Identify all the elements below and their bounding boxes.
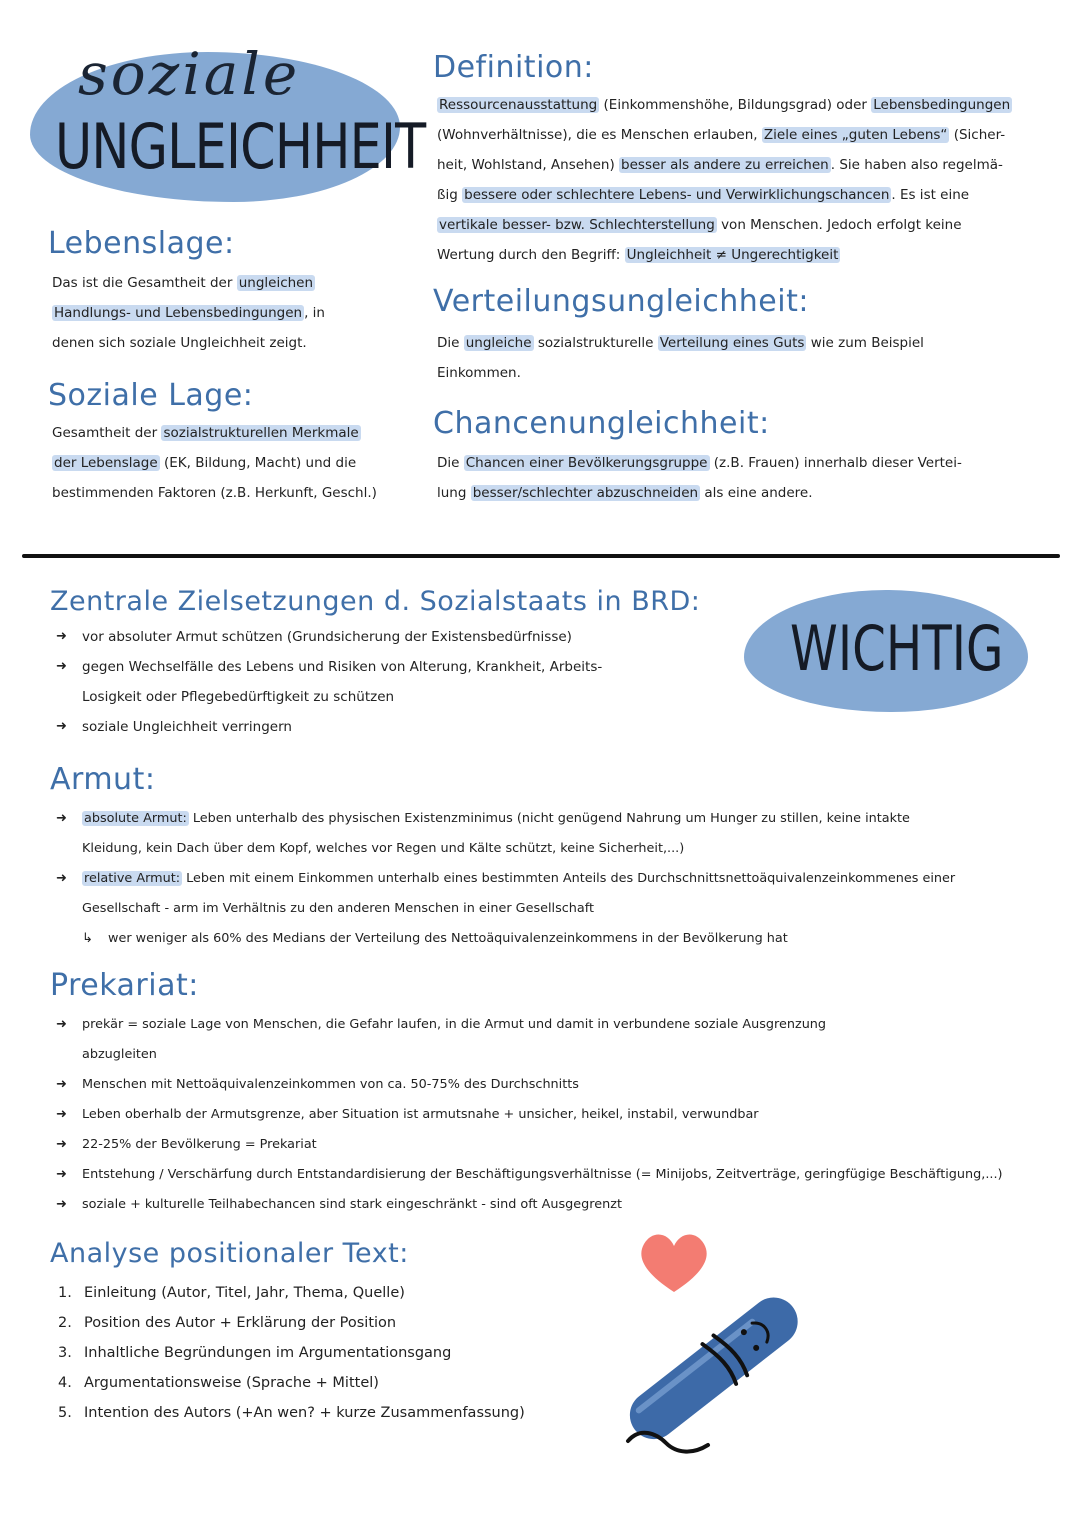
text-segment: Losigkeit oder Pflegebedürftigkeit zu schützen xyxy=(82,689,395,705)
text-line xyxy=(437,448,1067,478)
text-line xyxy=(437,328,1067,358)
text-segment: von Menschen. Jedoch erfolgt keine xyxy=(716,217,962,233)
text-line xyxy=(52,448,422,478)
text-segment: als eine andere. xyxy=(700,485,813,501)
list-item-text xyxy=(82,1070,579,1100)
highlighted-text: besser als andere zu erreichen xyxy=(621,157,829,173)
pen-doodle-icon xyxy=(600,1285,820,1485)
armut-list xyxy=(56,804,1066,954)
item-text: Intention des Autors (+An wen? + kurze Zusammenfassung) xyxy=(84,1405,525,1421)
arrow-icon: ➜ xyxy=(56,1167,67,1182)
text-segment: (EK, Bildung, Macht) und die xyxy=(159,455,357,471)
text-line xyxy=(437,358,1067,388)
item-number: 4. xyxy=(58,1375,72,1391)
item-text: Inhaltliche Begründungen im Argumentationsgang xyxy=(84,1345,452,1361)
list-item xyxy=(56,1100,1066,1130)
soziale-lage-text xyxy=(52,418,422,508)
list-item-text xyxy=(82,1010,826,1040)
text-line xyxy=(52,478,422,508)
list-item xyxy=(56,834,1066,864)
text-segment: Gesamtheit der xyxy=(52,425,162,441)
text-segment: Menschen mit Nettoäquivalenzeinkommen von ca. 50-75% des Durchschnitts xyxy=(82,1077,579,1092)
text-segment: ßig xyxy=(437,187,463,203)
definition-heading: Definition: xyxy=(433,50,594,85)
text-segment: Gesellschaft - arm im Verhältnis zu den anderen Menschen in einer Gesellschaft xyxy=(82,901,595,916)
list-item xyxy=(56,1040,1066,1070)
list-item-text xyxy=(82,1100,759,1130)
list-item xyxy=(56,1010,1066,1040)
list-item-text xyxy=(82,1040,157,1070)
prekariat-heading: Prekariat: xyxy=(50,968,199,1003)
text-segment: wie zum Beispiel xyxy=(806,335,924,351)
text-segment: Leben mit einem Einkommen unterhalb eines bestimmten Anteils des Durchschnittsnettoäquivalenzeinkommenes einer xyxy=(182,871,956,886)
item-text: Einleitung (Autor, Titel, Jahr, Thema, Quelle) xyxy=(84,1285,405,1301)
wichtig-label: WICHTIG xyxy=(790,612,1004,685)
text-segment: (Wohnverhältnisse), die es Menschen erlauben, xyxy=(437,127,762,143)
sub-arrow-icon: ↳ xyxy=(82,931,93,946)
highlighted-text: Lebensbedingungen xyxy=(873,97,1011,113)
ziele-list xyxy=(56,622,716,742)
arrow-icon: ➜ xyxy=(56,719,67,734)
verteilung-text xyxy=(437,328,1067,388)
text-segment: wer weniger als 60% des Medians der Verteilung des Nettoäquivalenzeinkommens in der Bevölkerung hat xyxy=(108,931,788,946)
arrow-icon: ➜ xyxy=(56,1137,67,1152)
list-item-text xyxy=(82,1130,317,1160)
highlighted-text: ungleiche xyxy=(465,335,532,351)
list-item-text xyxy=(82,894,594,924)
arrow-icon: ➜ xyxy=(56,1197,67,1212)
text-segment: . Sie haben also regelmä- xyxy=(830,157,1003,173)
highlighted-text: Chancen einer Bevölkerungsgruppe xyxy=(465,455,708,471)
arrow-icon: ➜ xyxy=(56,1017,67,1032)
prekariat-list xyxy=(56,1010,1066,1220)
arrow-icon: ➜ xyxy=(56,1077,67,1092)
highlighted-text: vertikale besser- bzw. Schlechterstellung xyxy=(439,217,715,233)
text-line xyxy=(52,298,412,328)
list-item xyxy=(56,682,716,712)
highlighted-text: Ressourcenausstattung xyxy=(439,97,598,113)
text-line xyxy=(437,210,1067,240)
text-segment: sozialstrukturelle xyxy=(533,335,658,351)
list-item xyxy=(56,1160,1066,1190)
numbered-item xyxy=(58,1398,618,1428)
title-ungleichheit: UNGLEICHHEIT xyxy=(55,110,426,183)
text-segment: abzugleiten xyxy=(82,1047,157,1062)
text-segment: . Es ist eine xyxy=(891,187,970,203)
list-item xyxy=(56,804,1066,834)
list-item xyxy=(56,712,716,742)
text-segment: vor absoluter Armut schützen (Grundsicherung der Existensbedürfnisse) xyxy=(82,629,572,645)
list-item-text xyxy=(82,652,602,682)
lebenslage-heading: Lebenslage: xyxy=(48,226,235,261)
definition-text xyxy=(437,90,1067,270)
ziele-heading: Zentrale Zielsetzungen d. Sozialstaats in BRD: xyxy=(50,586,701,617)
list-item xyxy=(56,1190,1066,1220)
analyse-heading: Analyse positionaler Text: xyxy=(50,1238,409,1269)
text-segment: (z.B. Frauen) innerhalb dieser Vertei- xyxy=(709,455,962,471)
verteilung-heading: Verteilungsungleichheit: xyxy=(433,284,809,319)
title-soziale: soziale xyxy=(78,40,301,108)
list-item xyxy=(56,894,1066,924)
item-text: Argumentationsweise (Sprache + Mittel) xyxy=(84,1375,379,1391)
list-item-text xyxy=(82,864,955,894)
arrow-icon: ➜ xyxy=(56,659,67,674)
highlighted-text: besser/schlechter abzuschneiden xyxy=(472,485,699,501)
list-item xyxy=(56,622,716,652)
list-item-text xyxy=(108,924,788,954)
list-item xyxy=(56,924,1066,954)
list-item-text xyxy=(82,682,394,712)
text-segment: , in xyxy=(304,305,325,321)
arrow-icon: ➜ xyxy=(56,811,67,826)
text-segment: lung xyxy=(437,485,471,501)
text-line xyxy=(52,328,412,358)
numbered-item xyxy=(58,1338,618,1368)
text-segment: Kleidung, kein Dach über dem Kopf, welches vor Regen und Kälte schützt, keine Sicherheit,...) xyxy=(82,841,685,856)
text-segment: (Einkommenshöhe, Bildungsgrad) oder xyxy=(599,97,872,113)
list-item-text xyxy=(82,622,572,652)
chancen-text xyxy=(437,448,1067,508)
item-number: 3. xyxy=(58,1345,72,1361)
text-segment: Die xyxy=(437,455,464,471)
soziale-lage-heading: Soziale Lage: xyxy=(48,378,254,413)
list-item-text xyxy=(82,1190,622,1220)
armut-heading: Armut: xyxy=(50,762,156,797)
text-segment: heit, Wohlstand, Ansehen) xyxy=(437,157,620,173)
highlighted-text: Handlungs- und Lebensbedingungen xyxy=(54,305,303,321)
analyse-list xyxy=(58,1278,618,1428)
list-item-text xyxy=(82,834,684,864)
chancen-heading: Chancenungleichheit: xyxy=(433,406,770,441)
lebenslage-text xyxy=(52,268,412,358)
list-item xyxy=(56,652,716,682)
text-line xyxy=(437,478,1067,508)
highlighted-text: Ziele eines „guten Lebens“ xyxy=(763,127,948,143)
text-segment: soziale Ungleichheit verringern xyxy=(82,719,292,735)
highlighted-text: bessere oder schlechtere Lebens- und Verwirklichungschancen xyxy=(464,187,890,203)
highlighted-text: sozialstrukturellen Merkmale xyxy=(163,425,359,441)
highlighted-text: Ungleichheit ≠ Ungerechtigkeit xyxy=(626,247,839,263)
list-item-text xyxy=(82,804,910,834)
highlighted-text: Verteilung eines Guts xyxy=(659,335,805,351)
text-segment: prekär = soziale Lage von Menschen, die Gefahr laufen, in die Armut und damit in verbundene soziale Ausgrenzung xyxy=(82,1017,827,1032)
text-segment: Einkommen. xyxy=(437,365,521,381)
highlighted-text: ungleichen xyxy=(238,275,314,291)
list-item xyxy=(56,1130,1066,1160)
text-line xyxy=(437,150,1067,180)
arrow-icon: ➜ xyxy=(56,629,67,644)
item-number: 2. xyxy=(58,1315,72,1331)
text-segment: soziale + kulturelle Teilhabechancen sind stark eingeschränkt - sind oft Ausgegrenzt xyxy=(82,1197,622,1212)
text-line xyxy=(52,268,412,298)
list-item-text xyxy=(82,1160,1003,1190)
section-divider xyxy=(22,554,1060,558)
list-item-text xyxy=(82,712,292,742)
text-segment: Das ist die Gesamtheit der xyxy=(52,275,237,291)
highlighted-text: relative Armut: xyxy=(84,871,181,886)
text-segment: Die xyxy=(437,335,464,351)
text-line xyxy=(437,90,1067,120)
text-line xyxy=(52,418,422,448)
numbered-item xyxy=(58,1278,618,1308)
highlighted-text: absolute Armut: xyxy=(84,811,187,826)
text-segment: bestimmenden Faktoren (z.B. Herkunft, Geschl.) xyxy=(52,485,377,501)
numbered-item xyxy=(58,1308,618,1338)
list-item xyxy=(56,1070,1066,1100)
text-segment: gegen Wechselfälle des Lebens und Risiken von Alterung, Krankheit, Arbeits- xyxy=(82,659,603,675)
item-number: 1. xyxy=(58,1285,72,1301)
arrow-icon: ➜ xyxy=(56,871,67,886)
text-line xyxy=(437,120,1067,150)
text-segment: Leben oberhalb der Armutsgrenze, aber Situation ist armutsnahe + unsicher, heikel, instabil, verwundbar xyxy=(82,1107,759,1122)
text-segment: denen sich soziale Ungleichheit zeigt. xyxy=(52,335,307,351)
text-line xyxy=(437,240,1067,270)
text-segment: Wertung durch den Begriff: xyxy=(437,247,625,263)
text-segment: 22-25% der Bevölkerung = Prekariat xyxy=(82,1137,317,1152)
text-segment: (Sicher- xyxy=(949,127,1006,143)
text-segment: Leben unterhalb des physischen Existenzminimus (nicht genügend Nahrung um Hunger zu stillen, keine intakte xyxy=(188,811,910,826)
text-segment: Entstehung / Verschärfung durch Entstandardisierung der Beschäftigungsverhältnisse (= Minijobs, Zeitverträge, geringfügige Beschäftigung,...) xyxy=(82,1167,1003,1182)
highlighted-text: der Lebenslage xyxy=(54,455,158,471)
list-item xyxy=(56,864,1066,894)
item-number: 5. xyxy=(58,1405,72,1421)
numbered-item xyxy=(58,1368,618,1398)
text-line xyxy=(437,180,1067,210)
arrow-icon: ➜ xyxy=(56,1107,67,1122)
item-text: Position des Autor + Erklärung der Position xyxy=(84,1315,397,1331)
